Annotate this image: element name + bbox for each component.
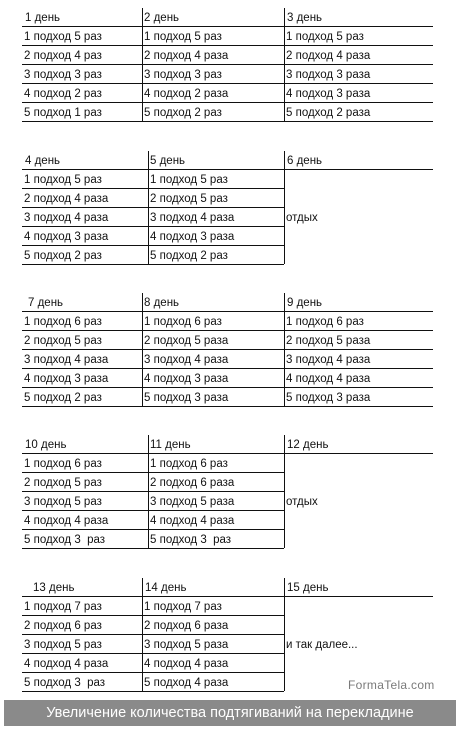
set-cell: 1 подход 6 раз	[286, 316, 364, 328]
set-cell: 3 подход 4 раза	[144, 354, 229, 366]
row-rule	[22, 102, 142, 103]
day-header: 5 день	[150, 155, 186, 167]
row-rule	[148, 245, 284, 246]
set-cell: 4 подход 3 раза	[144, 373, 229, 385]
row-rule	[22, 548, 148, 549]
set-cell: 4 подход 2 раза	[144, 88, 229, 100]
row-rule	[22, 264, 148, 265]
set-cell: 2 подход 5 раз	[24, 335, 102, 347]
row-rule	[284, 368, 433, 369]
set-cell: 1 подход 7 раз	[24, 601, 102, 613]
row-rule	[148, 226, 284, 227]
set-cell: 1 подход 5 раз	[24, 174, 102, 186]
day-header: 14 день	[145, 582, 187, 594]
column-divider	[284, 151, 285, 264]
set-cell: 3 подход 3 раза	[286, 69, 371, 81]
set-cell: 5 подход 1 раз	[24, 107, 102, 119]
row-rule	[284, 330, 433, 331]
row-rule	[22, 491, 148, 492]
row-rule	[284, 387, 433, 388]
set-cell: 5 подход 2 раз	[24, 250, 102, 262]
set-cell: 3 подход 3 раз	[24, 69, 102, 81]
day-header: 12 день	[287, 439, 329, 451]
set-cell: 3 подход 4 раза	[150, 212, 235, 224]
row-rule	[284, 102, 433, 103]
column-divider	[142, 8, 143, 121]
set-cell: 1 подход 6 раз	[24, 458, 102, 470]
footer-caption: Увеличение количества подтягиваний на перекладине	[4, 700, 456, 726]
column-divider	[284, 293, 285, 406]
set-cell: 1 подход 7 раз	[144, 601, 222, 613]
row-rule	[142, 45, 284, 46]
column-divider	[284, 578, 285, 691]
row-rule	[22, 45, 142, 46]
row-rule	[148, 207, 284, 208]
set-cell: 1 подход 5 раз	[24, 31, 102, 43]
day-header: 4 день	[25, 155, 61, 167]
set-cell: 2 подход 4 раза	[144, 50, 229, 62]
row-rule	[142, 83, 284, 84]
set-cell: 5 подход 3 раз	[24, 677, 106, 689]
row-rule	[142, 691, 284, 692]
row-rule	[142, 121, 284, 122]
day-header: 10 день	[25, 439, 67, 451]
row-rule	[22, 691, 142, 692]
day-header: 9 день	[287, 297, 323, 309]
set-cell: 1 подход 6 раз	[24, 316, 102, 328]
row-rule	[22, 368, 142, 369]
row-rule	[284, 121, 433, 122]
column-divider	[142, 578, 143, 691]
set-cell: 3 подход 3 раз	[144, 69, 222, 81]
set-cell: 4 подход 3 раза	[24, 231, 109, 243]
day-header: 11 день	[150, 439, 191, 451]
rest-note: и так далее...	[286, 639, 358, 651]
set-cell: 4 подход 4 раза	[24, 515, 109, 527]
set-cell: 3 подход 4 раза	[286, 354, 371, 366]
set-cell: 3 подход 5 раза	[150, 496, 235, 508]
set-cell: 3 подход 5 раз	[24, 639, 102, 651]
set-cell: 2 подход 4 раза	[286, 50, 371, 62]
set-cell: 2 подход 5 раз	[24, 477, 102, 489]
row-rule	[284, 406, 433, 407]
set-cell: 3 подход 5 раза	[144, 639, 229, 651]
day-header: 15 день	[287, 582, 329, 594]
rest-note: отдых	[286, 212, 318, 224]
row-rule	[148, 491, 284, 492]
set-cell: 4 подход 4 раза	[144, 658, 229, 670]
set-cell: 1 подход 6 раз	[144, 316, 222, 328]
row-rule	[22, 406, 142, 407]
row-rule	[22, 64, 142, 65]
row-rule	[142, 615, 284, 616]
row-rule	[22, 510, 148, 511]
set-cell: 5 подход 3 раза	[286, 392, 371, 404]
set-cell: 2 подход 6 раза	[144, 620, 229, 632]
row-rule	[22, 349, 142, 350]
set-cell: 4 подход 2 раз	[24, 88, 102, 100]
set-cell: 4 подход 4 раза	[24, 658, 109, 670]
set-cell: 5 подход 2 раз	[144, 107, 222, 119]
row-rule	[22, 634, 142, 635]
set-cell: 5 подход 2 раз	[24, 392, 102, 404]
set-cell: 5 подход 2 раз	[150, 250, 228, 262]
row-rule	[22, 188, 148, 189]
row-rule	[22, 207, 148, 208]
row-rule	[148, 472, 284, 473]
header-rule	[22, 26, 433, 27]
row-rule	[22, 121, 142, 122]
day-header: 1 день	[25, 12, 61, 24]
set-cell: 1 подход 5 раз	[144, 31, 222, 43]
column-divider	[284, 8, 285, 121]
row-rule	[22, 330, 142, 331]
set-cell: 4 подход 3 раза	[150, 231, 235, 243]
day-header: 3 день	[287, 12, 323, 24]
set-cell: 5 подход 2 раза	[286, 107, 371, 119]
set-cell: 5 подход 3 раз	[24, 534, 106, 546]
set-cell: 1 подход 6 раз	[150, 458, 228, 470]
row-rule	[142, 653, 284, 654]
column-divider	[148, 151, 149, 264]
column-divider	[142, 293, 143, 406]
row-rule	[142, 368, 284, 369]
row-rule	[142, 387, 284, 388]
row-rule	[22, 226, 148, 227]
day-header: 6 день	[287, 155, 323, 167]
row-rule	[22, 615, 142, 616]
watermark: FormaTela.com	[348, 678, 435, 692]
set-cell: 4 подход 4 раза	[286, 373, 371, 385]
set-cell: 2 подход 5 раз	[150, 193, 228, 205]
row-rule	[284, 64, 433, 65]
row-rule	[22, 83, 142, 84]
header-rule	[22, 453, 433, 454]
set-cell: 2 подход 5 раза	[286, 335, 371, 347]
set-cell: 2 подход 4 раз	[24, 50, 102, 62]
row-rule	[284, 45, 433, 46]
set-cell: 2 подход 6 раза	[150, 477, 235, 489]
header-rule	[22, 596, 433, 597]
row-rule	[148, 529, 284, 530]
set-cell: 5 подход 3 раз	[150, 534, 232, 546]
row-rule	[142, 102, 284, 103]
day-header: 8 день	[144, 297, 180, 309]
column-divider	[284, 435, 285, 548]
day-header: 13 день	[33, 582, 75, 594]
row-rule	[22, 245, 148, 246]
set-cell: 1 подход 5 раз	[150, 174, 228, 186]
row-rule	[148, 188, 284, 189]
set-cell: 4 подход 3 раза	[24, 373, 109, 385]
set-cell: 4 подход 4 раза	[150, 515, 235, 527]
row-rule	[148, 510, 284, 511]
column-divider	[148, 435, 149, 548]
row-rule	[142, 406, 284, 407]
set-cell: 5 подход 4 раза	[144, 677, 229, 689]
row-rule	[22, 529, 148, 530]
set-cell: 5 подход 3 раза	[144, 392, 229, 404]
day-header: 7 день	[28, 297, 64, 309]
row-rule	[22, 472, 148, 473]
set-cell: 1 подход 5 раз	[286, 31, 364, 43]
row-rule	[22, 387, 142, 388]
header-rule	[22, 311, 433, 312]
set-cell: 3 подход 4 раза	[24, 212, 109, 224]
set-cell: 4 подход 3 раза	[286, 88, 371, 100]
set-cell: 3 подход 4 раза	[24, 354, 109, 366]
row-rule	[142, 64, 284, 65]
set-cell: 3 подход 5 раз	[24, 496, 102, 508]
set-cell: 2 подход 6 раз	[24, 620, 102, 632]
rest-note: отдых	[286, 496, 318, 508]
day-header: 2 день	[144, 12, 180, 24]
row-rule	[142, 672, 284, 673]
row-rule	[142, 349, 284, 350]
row-rule	[22, 672, 142, 673]
row-rule	[142, 634, 284, 635]
header-rule	[22, 169, 433, 170]
row-rule	[142, 330, 284, 331]
row-rule	[284, 349, 433, 350]
row-rule	[148, 264, 284, 265]
row-rule	[284, 83, 433, 84]
set-cell: 2 подход 5 раза	[144, 335, 229, 347]
row-rule	[22, 653, 142, 654]
row-rule	[148, 548, 284, 549]
set-cell: 2 подход 4 раза	[24, 193, 109, 205]
